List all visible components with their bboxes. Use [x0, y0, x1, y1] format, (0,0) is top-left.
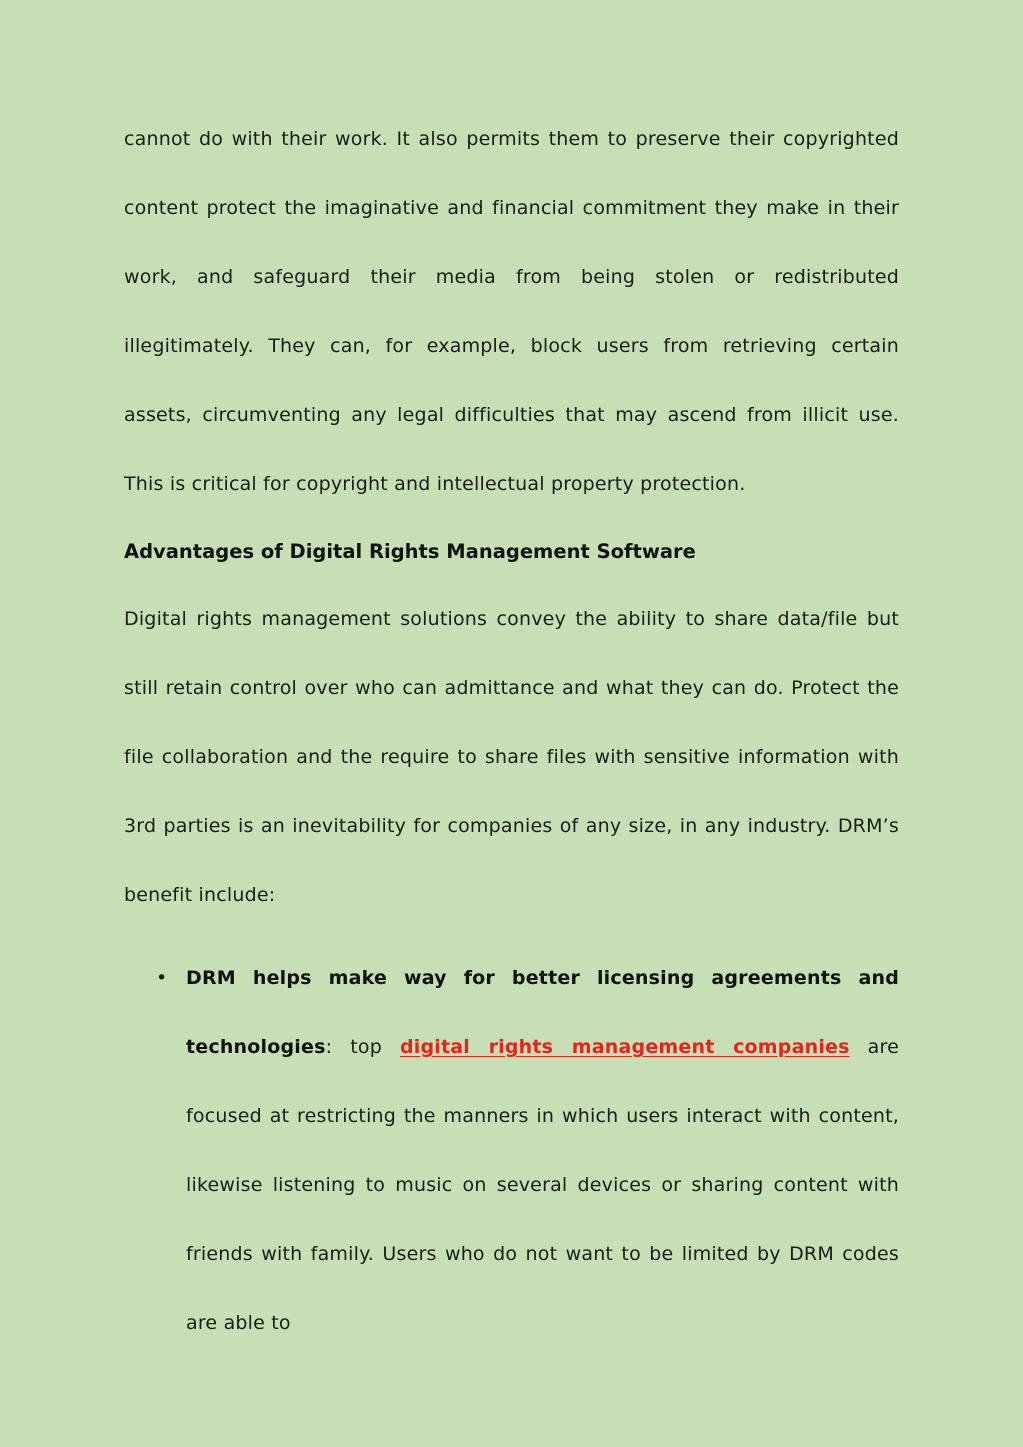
bullet-separator: : top: [325, 1036, 400, 1058]
intro-paragraph: cannot do with their work. It also permits them to preserve their copyrighted content protect the imaginative and financial commitment they make in their work, and safeguard their media from being stolen or redistributed illegitimately. They can, for example, block users from retrieving certain assets, circumventing any legal difficulties that may ascend from illicit use. This is critical for copyright and intellectual property protection.: [124, 128, 899, 495]
list-item: [124, 944, 899, 1358]
benefits-list: [124, 944, 899, 1358]
bullet-lead-text: DRM helps make way for better licensing agreements and technologies: [186, 967, 899, 1058]
section-heading: Advantages of Digital Rights Management Software: [124, 540, 696, 563]
bullet-icon: •: [156, 967, 168, 989]
advantages-paragraph: Digital rights management solutions convey the ability to share data/file but still retain control over who can admittance and what they can do. Protect the file collaboration and the require to share files with sensitive information with 3rd parties is an inevitability for companies of any size, in any industry. DRM’s benefit include:: [124, 608, 899, 906]
drm-companies-link[interactable]: digital rights management companies: [399, 1036, 850, 1058]
document-content: [124, 105, 899, 1358]
bullet-body-text: are focused at restricting the manners in which users interact with content, likewise listening to music on several devices or sharing content with friends with family. Users who do not want to be limited by DRM codes are able to: [186, 1036, 899, 1334]
